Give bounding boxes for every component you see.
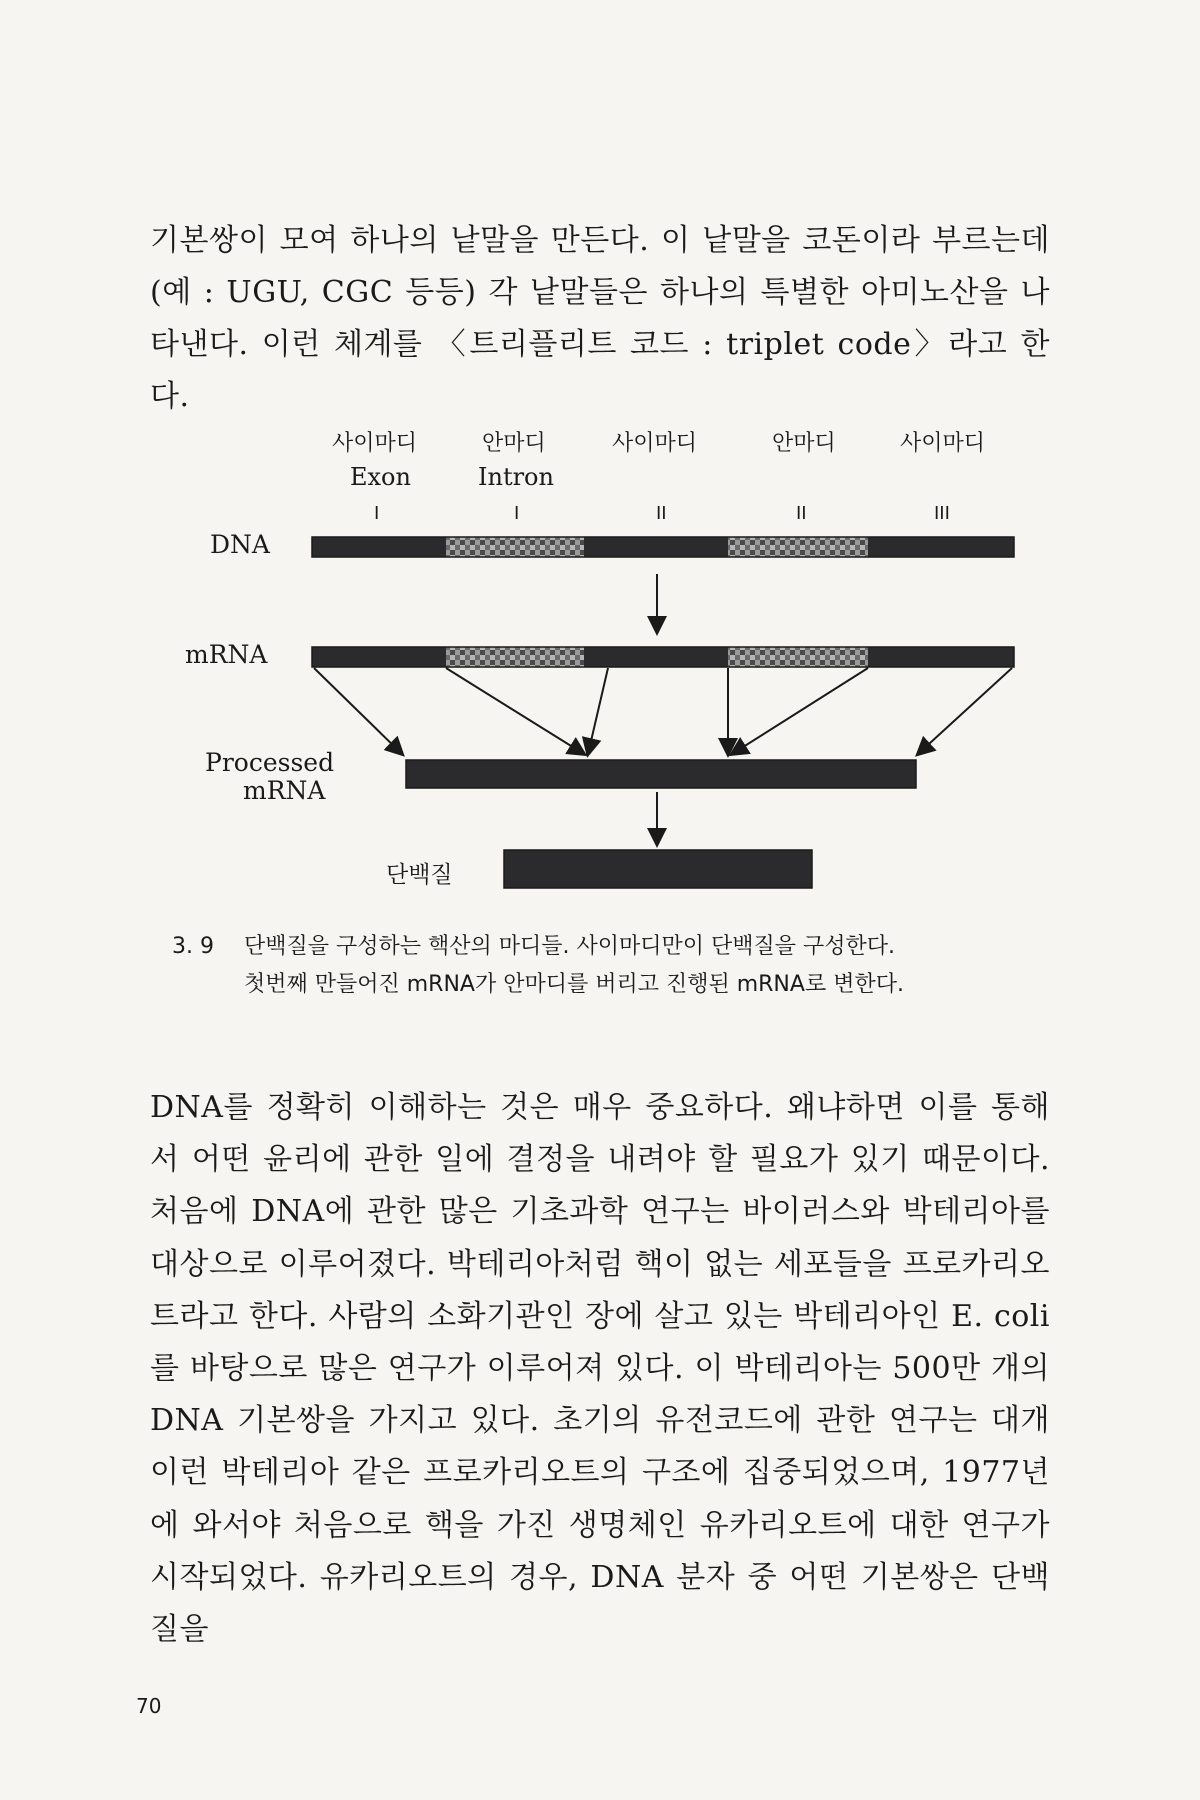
row-label-processed: Processed [205,748,335,777]
paragraph-codon: 기본쌍이 모여 하나의 낱말을 만든다. 이 낱말을 코돈이라 부르는데 (예 : UGU, CGC 등등) 각 낱말들은 하나의 특별한 아미노산을 나타낸다. 이런 체계를 〈트리플리트 코드 : triplet code〉라고 한다. [150,223,1050,414]
numeral-exon-2: II [656,503,667,524]
row-label-protein: 단백질 [386,862,453,888]
paragraph-dna-research: DNA를 정확히 이해하는 것은 매우 중요하다. 왜냐하면 이를 통해서 어떤 윤리에 관한 일에 결정을 내려야 할 필요가 있기 때문이다. 처음에 DNA에 관한 많은 기초과학 연구는 바이러스와 박테리아를 대상으로 이루어졌다. 박테리아처럼 핵이 없는 세포들을 프로카리오트라고 한다. 사람의 소화기관인 장에 살고 있는 박테리아인 E. coli를 바탕으로 많은 연구가 이루어져 있다. 이 박테리아는 500만 개의 DNA 기본쌍을 가지고 있다. 초기의 유전코드에 관한 연구는 대개 이런 박테리아 같은 프로카리오트의 구조에 집중되었으며, 1977년에 와서야 처음으로 핵을 가진 생명체인 유카리오트에 대한 연구가 시작되었다. 유카리오트의 경우, DNA 분자 중 어떤 기본쌍은 단백질을 [150,1090,1050,1648]
label-exon-2: 사이마디 [612,431,698,456]
mrna-exon-2 [584,647,728,667]
mrna-intron-1 [446,647,584,667]
caption-number: 3. 9 [172,934,214,959]
label-intron-2: 안마디 [772,431,836,456]
figure-caption [172,928,1072,1004]
label-intron-en: Intron [478,463,554,491]
dna-exon-1 [312,537,446,557]
dna-exon-2 [584,537,728,557]
protein-bar [504,850,812,888]
numeral-intron-2: II [796,503,807,524]
caption-text-2: 첫번째 만들어진 mRNA가 안마디를 버리고 진행된 mRNA로 변한다. [244,972,904,997]
dna-intron-1 [446,537,584,557]
row-label-dna: DNA [210,530,270,559]
page-number: 70 [136,1694,162,1718]
caption-line-1 [172,928,1072,966]
row-label-mrna: mRNA [185,640,268,669]
mrna-intron-2 [728,647,868,667]
mrna-exon-3 [868,647,1014,667]
label-exon-1: 사이마디 [332,431,418,456]
processed-mrna-bar [406,760,916,788]
splicing-arrows [314,668,1012,754]
label-intron-1: 안마디 [482,431,546,456]
numeral-intron-1: I [514,503,520,524]
caption-text-1: 단백질을 구성하는 핵산의 마디들. 사이마디만이 단백질을 구성한다. [244,934,896,959]
numeral-exon-1: I [374,503,380,524]
mrna-exon-1 [312,647,446,667]
dna-exon-3 [868,537,1014,557]
row-label-processed-mrna: mRNA [243,776,326,805]
label-exon-en: Exon [350,463,411,491]
numeral-exon-3: III [934,503,950,524]
label-exon-3: 사이마디 [900,431,986,456]
dna-intron-2 [728,537,868,557]
